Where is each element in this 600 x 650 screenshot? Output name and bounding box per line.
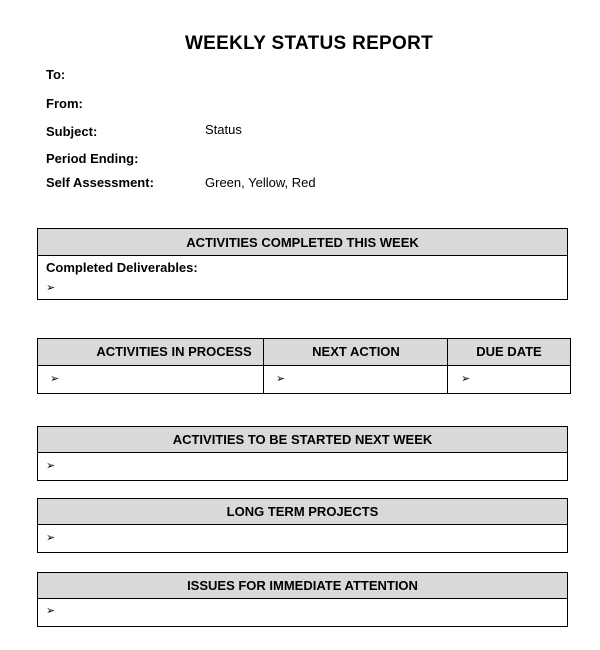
next-week-header: ACTIVITIES TO BE STARTED NEXT WEEK — [38, 427, 567, 453]
in-process-section — [37, 338, 571, 394]
issues-section — [37, 572, 568, 627]
subject-label: Subject: — [46, 124, 98, 139]
self-assessment-value: Green, Yellow, Red — [205, 175, 316, 190]
report-title: WEEKLY STATUS REPORT — [184, 33, 434, 54]
from-label: From: — [46, 96, 83, 111]
completed-deliverables-label: Completed Deliverables: — [46, 260, 198, 275]
long-term-section — [37, 498, 568, 553]
bullet-arrow-icon: ➢ — [46, 282, 56, 294]
bullet-arrow-icon: ➢ — [276, 373, 286, 385]
to-label: To: — [46, 67, 66, 82]
bullet-arrow-icon: ➢ — [46, 460, 56, 472]
issues-header: ISSUES FOR IMMEDIATE ATTENTION — [38, 573, 567, 599]
column-divider — [447, 339, 448, 393]
next-week-section — [37, 426, 568, 481]
bullet-arrow-icon: ➢ — [46, 605, 56, 617]
long-term-header: LONG TERM PROJECTS — [38, 499, 567, 525]
col-due-date: DUE DATE — [476, 344, 542, 359]
period-ending-label: Period Ending: — [46, 151, 139, 166]
column-divider — [263, 339, 264, 393]
bullet-arrow-icon: ➢ — [461, 373, 471, 385]
completed-section — [37, 228, 568, 300]
subject-value: Status — [205, 122, 242, 137]
bullet-arrow-icon: ➢ — [46, 532, 56, 544]
completed-header: ACTIVITIES COMPLETED THIS WEEK — [38, 229, 567, 256]
bullet-arrow-icon: ➢ — [50, 373, 60, 385]
self-assessment-label: Self Assessment: — [46, 175, 154, 190]
col-activities-in-process: ACTIVITIES IN PROCESS — [96, 344, 252, 359]
col-next-action: NEXT ACTION — [312, 344, 400, 359]
